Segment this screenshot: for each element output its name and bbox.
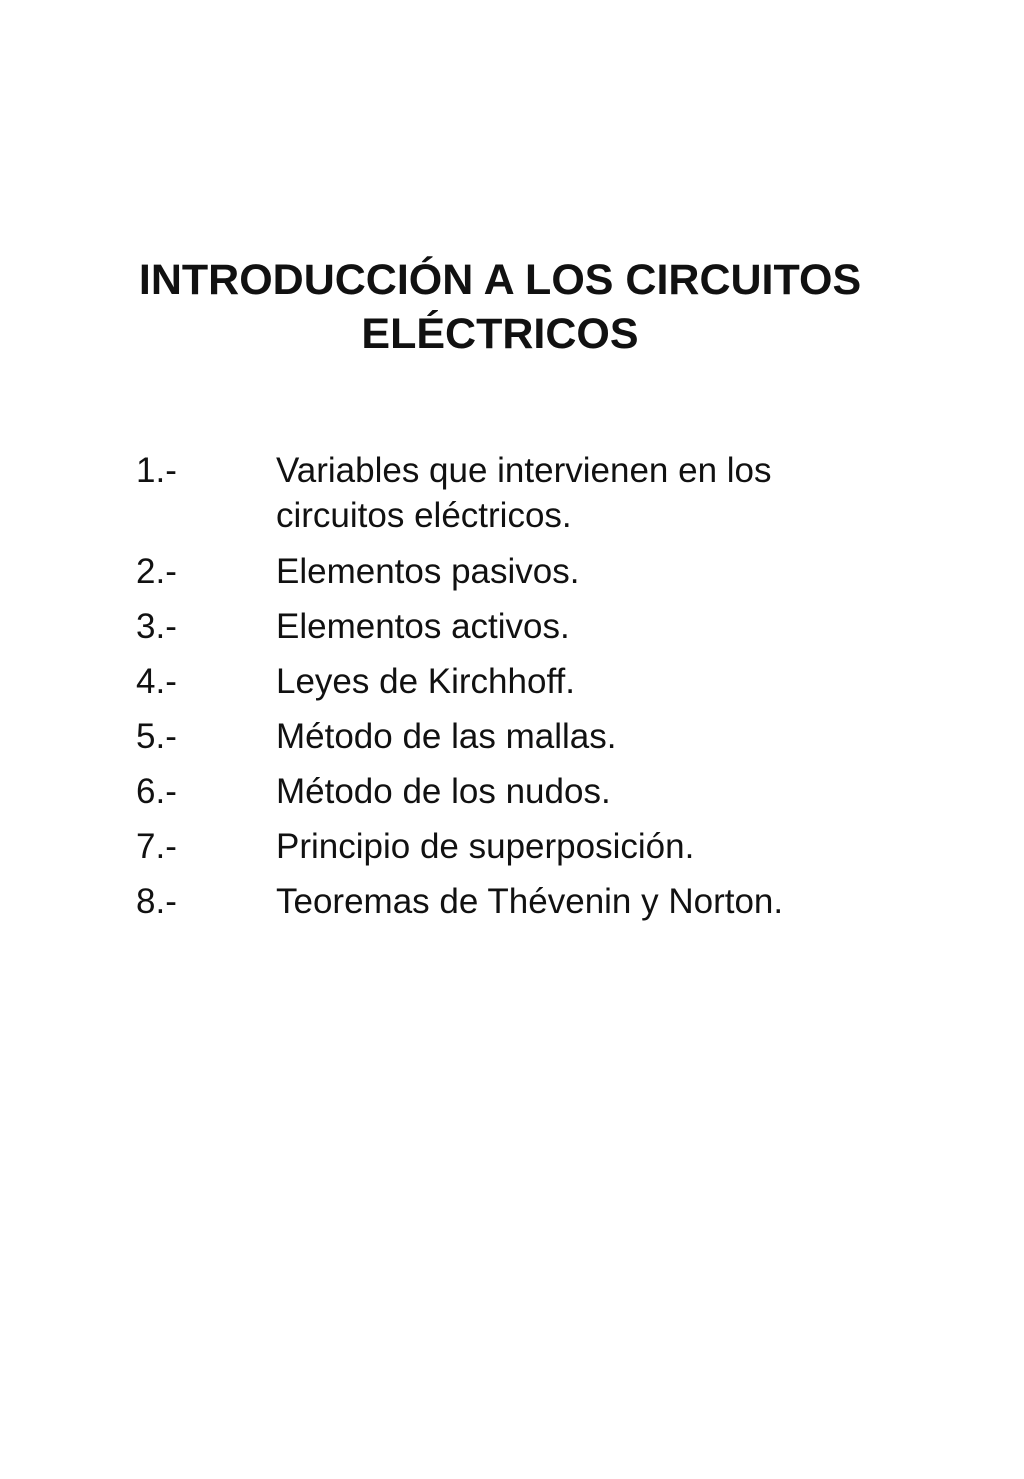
toc-item-text: Método de los nudos. — [276, 772, 611, 811]
toc-item — [136, 604, 896, 649]
toc-item-text-line-2: circuitos eléctricos. — [276, 496, 572, 535]
toc-item-number: 5.- — [136, 717, 177, 756]
toc-item-text: Principio de superposición. — [276, 827, 695, 866]
toc-item-number: 7.- — [136, 827, 177, 866]
toc-item-text: Leyes de Kirchhoff. — [276, 662, 575, 701]
toc-item-number: 4.- — [136, 662, 177, 701]
toc-item-text: Elementos activos. — [276, 607, 570, 646]
table-of-contents — [136, 448, 896, 934]
title-line-2: ELÉCTRICOS — [361, 309, 639, 358]
toc-item-text: Elementos pasivos. — [276, 552, 580, 591]
toc-item-text: Método de las mallas. — [276, 717, 617, 756]
document-title — [0, 253, 1000, 361]
toc-item-text-line-1: Variables que intervienen en los — [276, 451, 772, 490]
toc-item — [136, 769, 896, 814]
toc-item — [136, 549, 896, 594]
toc-item-text — [276, 448, 896, 538]
toc-item-number: 3.- — [136, 607, 177, 646]
toc-item — [136, 448, 896, 538]
toc-item — [136, 879, 896, 924]
toc-item-number: 1.- — [136, 451, 177, 490]
toc-item-text: Teoremas de Thévenin y Norton. — [276, 882, 784, 921]
toc-item — [136, 824, 896, 869]
toc-item — [136, 659, 896, 704]
toc-item — [136, 714, 896, 759]
toc-item-number: 6.- — [136, 772, 177, 811]
toc-item-number: 2.- — [136, 552, 177, 591]
toc-item-number: 8.- — [136, 882, 177, 921]
title-line-1: INTRODUCCIÓN A LOS CIRCUITOS — [138, 255, 862, 304]
